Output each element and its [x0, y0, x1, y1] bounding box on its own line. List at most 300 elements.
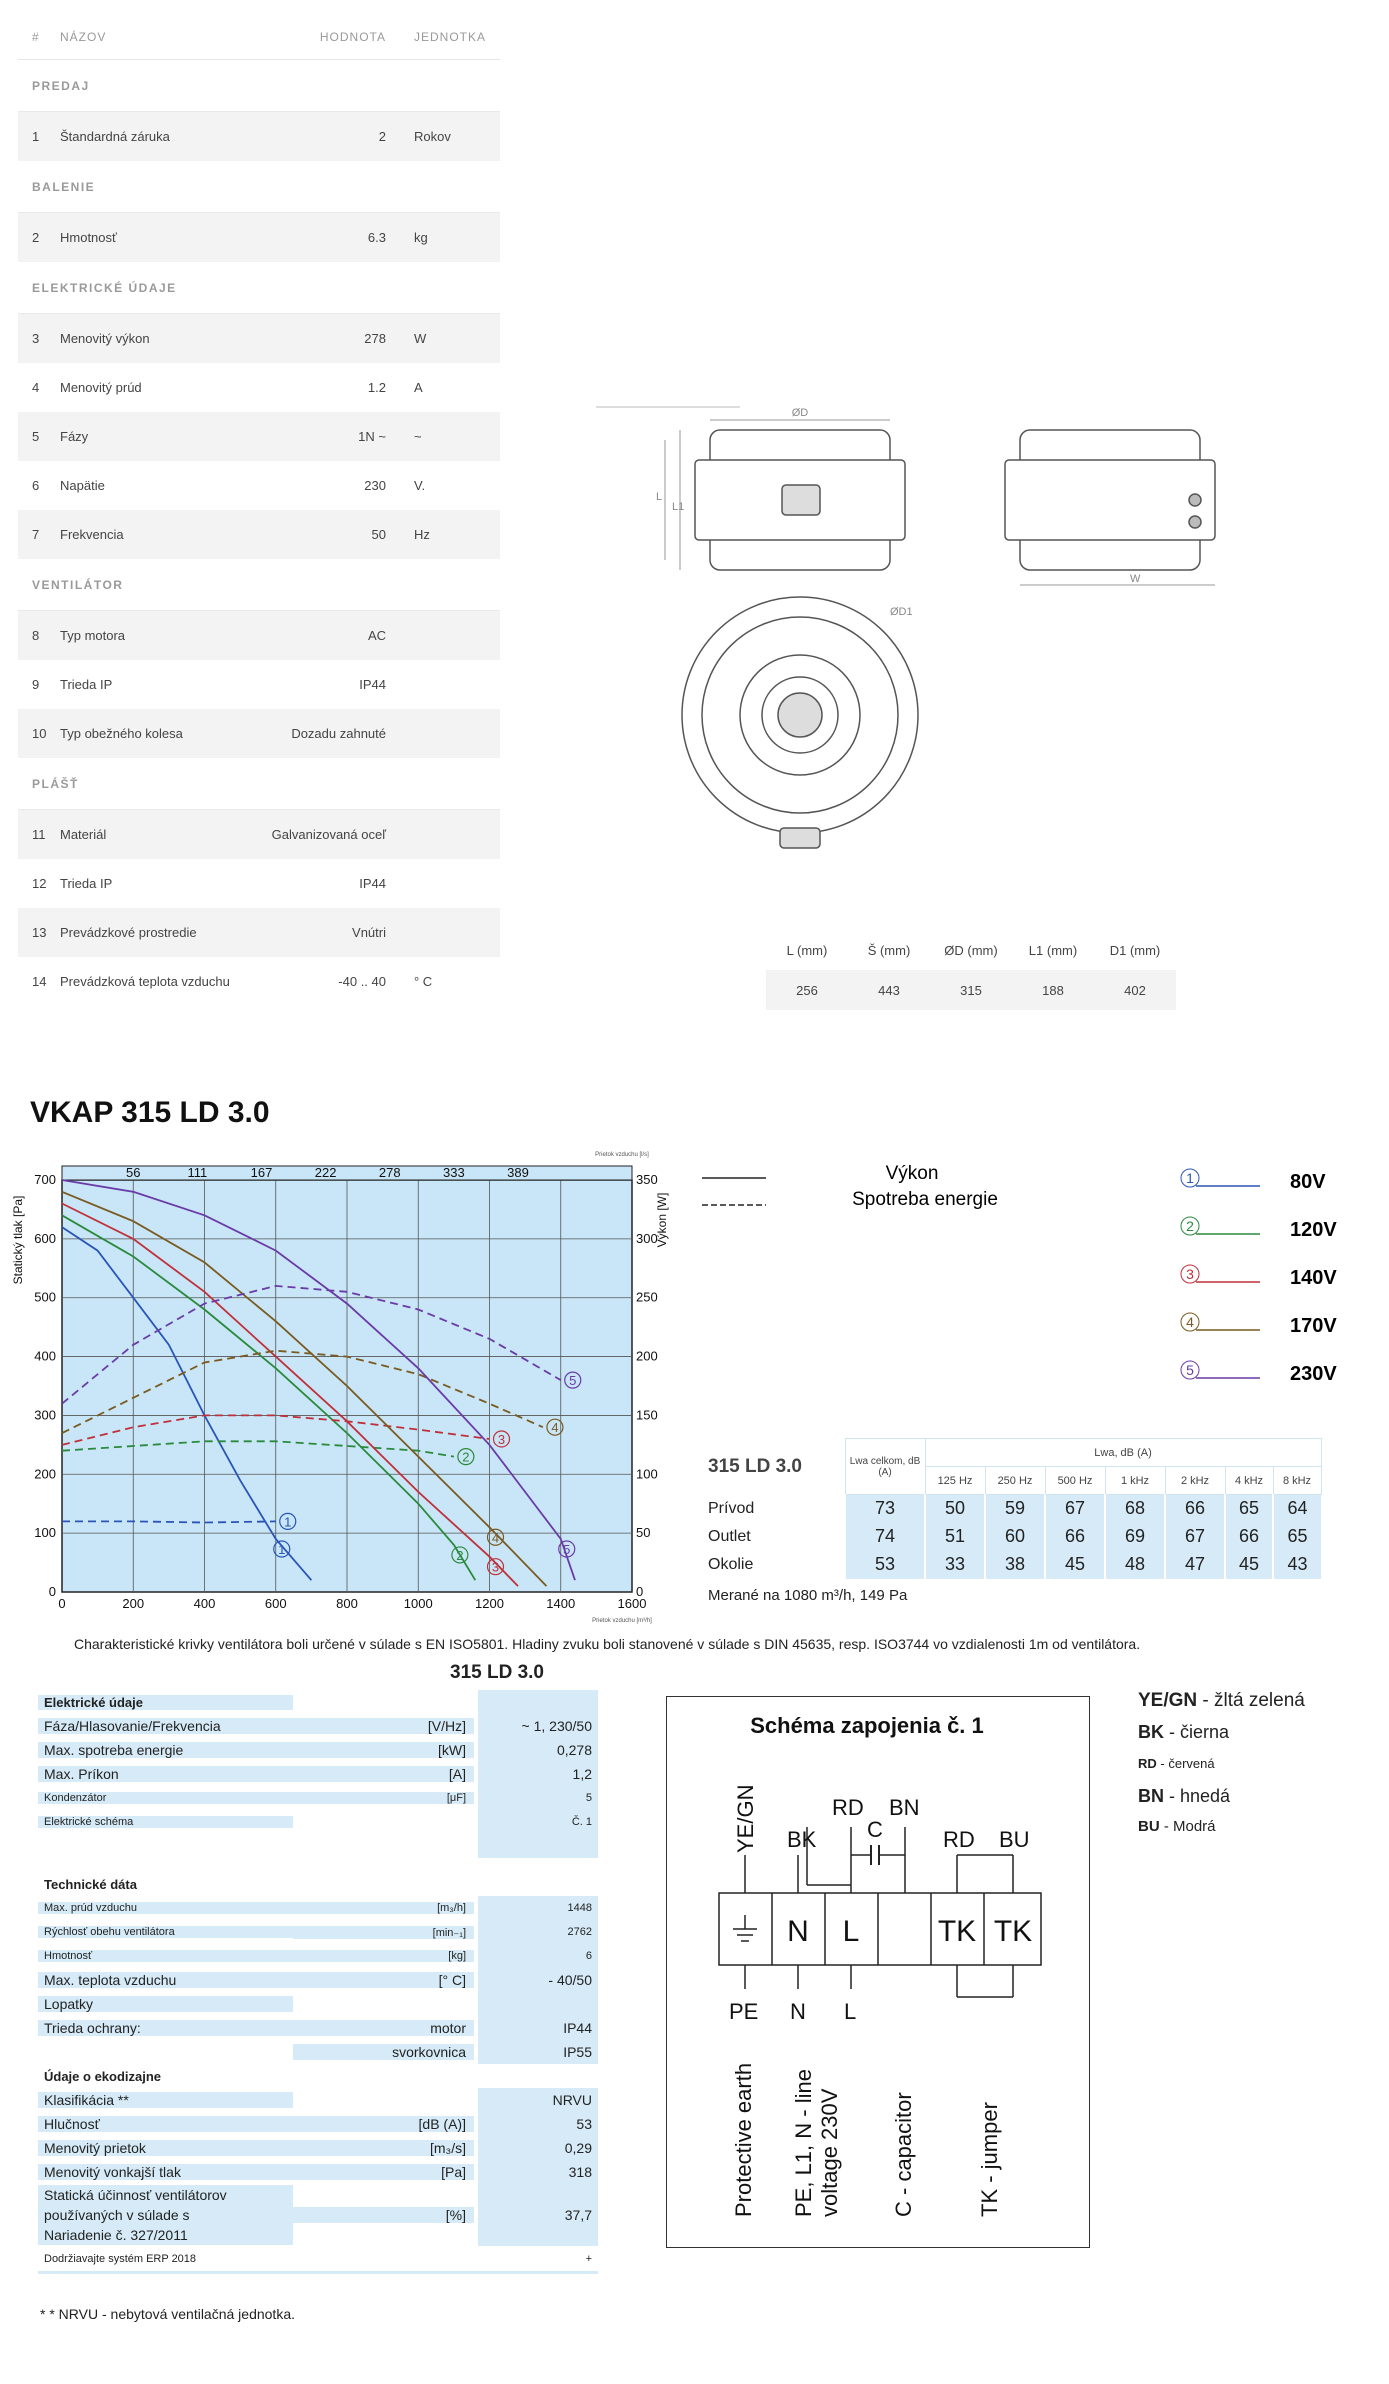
- tech-name: používaných v súlade s: [44, 2207, 190, 2223]
- row-name: Prevádzková teplota vzduchu: [60, 974, 230, 989]
- chart-caption: Charakteristické krivky ventilátora boli určené v súlade s EN ISO5801. Hladiny zvuku boli stanovené v súlade s DIN 45635, resp. ISO3744 vo vzdialenosti 1m od ventilátora.: [74, 1636, 1141, 1652]
- tech-name: Nariadenie č. 327/2011: [44, 2227, 188, 2243]
- noise-row: [700, 1495, 1321, 1523]
- row-name: Menovitý prúd: [60, 380, 142, 395]
- color-code: RD: [1138, 1756, 1157, 1771]
- series-marker-label: 1: [284, 1514, 292, 1530]
- wire-label: RD: [832, 1795, 864, 1820]
- noise-cell: 67: [1045, 1495, 1105, 1523]
- y2-tick-label: 50: [636, 1525, 651, 1541]
- noise-band: 500 Hz: [1045, 1467, 1105, 1495]
- row-unit: ° C: [414, 974, 433, 989]
- noise-cell: 43: [1273, 1551, 1321, 1579]
- tech-value: Č. 1: [474, 1810, 598, 1834]
- y-tick-label: 600: [34, 1230, 56, 1246]
- tech-name: Kondenzátor: [38, 1792, 293, 1804]
- noise-band: 250 Hz: [985, 1467, 1045, 1495]
- table-row: [18, 213, 500, 262]
- wire-label: PE: [729, 1999, 759, 2024]
- footnote: * * NRVU - nebytová ventilačná jednotka.: [40, 2306, 295, 2322]
- tech-name: Max. teplota vzduchu: [38, 1972, 293, 1988]
- tech-value: 2762: [474, 1920, 598, 1944]
- row-no: 6: [32, 478, 40, 493]
- series-marker-label: 5: [563, 1542, 571, 1558]
- legend-voltage: 120V: [1290, 1219, 1337, 1241]
- note-text: Protective earth: [731, 2062, 756, 2217]
- row-name: Trieda IP: [60, 677, 113, 692]
- tech-row: [38, 2184, 598, 2246]
- table-row: [18, 510, 500, 559]
- col-no: #: [32, 29, 40, 44]
- noise-band: 4 kHz: [1225, 1467, 1273, 1495]
- chart-legend: [700, 1150, 1360, 1390]
- row-no: 10: [32, 726, 47, 741]
- table-row: [18, 112, 500, 161]
- tech-value: IP55: [474, 2040, 598, 2064]
- table-row: [18, 709, 500, 758]
- tech-name: Fáza/Hlasovanie/Frekvencia: [38, 1718, 293, 1734]
- tech-name: Max. Príkon: [38, 1766, 293, 1782]
- row-value: 1.2: [367, 380, 386, 395]
- color-desc: - Modrá: [1159, 1818, 1216, 1835]
- row-value: 50: [371, 527, 386, 542]
- tech-section-title: Elektrické údaje: [38, 1695, 293, 1710]
- wire-label: BN: [889, 1795, 920, 1820]
- tech-row: [38, 1896, 598, 1920]
- dims-value: 315: [960, 982, 982, 998]
- row-no: 1: [32, 129, 40, 144]
- row-name: Trieda IP: [60, 876, 113, 891]
- fan-title: VKAP 315 LD 3.0: [30, 1096, 270, 1129]
- dims-header: D1 (mm): [1109, 942, 1161, 958]
- y2-tick-label: 300: [636, 1230, 658, 1246]
- noise-cell: 68: [1105, 1495, 1165, 1523]
- tech-name: Menovitý prietok: [38, 2140, 293, 2156]
- tech-unit: [min₋₁]: [293, 1926, 474, 1939]
- row-value: -40 .. 40: [338, 974, 386, 989]
- tech-unit: svorkovnica: [293, 2044, 474, 2060]
- y2-axis-label: Výkon [W]: [655, 1192, 669, 1248]
- row-name: Materiál: [60, 827, 107, 842]
- tech-name: Elektrické schéma: [38, 1816, 293, 1828]
- row-no: 8: [32, 628, 40, 643]
- legend-marker-label: 3: [1186, 1266, 1194, 1282]
- noise-cell: 65: [1273, 1523, 1321, 1551]
- tech-name: Rýchlosť obehu ventilátora: [38, 1926, 293, 1938]
- tech-name: Max. prúd vzduchu: [38, 1902, 293, 1914]
- tech-section: [38, 2064, 598, 2088]
- table-row: [18, 314, 500, 363]
- tech-row: [38, 1968, 598, 1992]
- tech-section-title: Technické dáta: [44, 1876, 137, 1892]
- tech-unit: [μF]: [293, 1792, 474, 1804]
- legend-voltage: 170V: [1290, 1315, 1337, 1337]
- x-top-tick-label: 389: [507, 1165, 529, 1180]
- table-row: [18, 461, 500, 510]
- row-name: Typ obežného kolesa: [60, 726, 183, 741]
- tech-value: NRVU: [474, 2088, 598, 2112]
- tech-value: 318: [474, 2160, 598, 2184]
- top-axis-band: [62, 1166, 632, 1180]
- tech-value: 1448: [474, 1896, 598, 1920]
- series-marker-label: 2: [462, 1449, 470, 1465]
- color-desc: - čierna: [1164, 1722, 1230, 1742]
- row-unit: A: [414, 380, 423, 395]
- series-marker-label: 4: [491, 1530, 500, 1546]
- dims-header-row: [766, 930, 1176, 970]
- dims-header: Š (mm): [867, 942, 911, 958]
- tech-unit: [A]: [293, 1766, 474, 1782]
- noise-cell: 50: [925, 1495, 985, 1523]
- row-no: 4: [32, 380, 40, 395]
- table-row: [18, 363, 500, 412]
- tech-value: 53: [474, 2112, 598, 2136]
- spec-section: PREDAJ: [18, 60, 500, 112]
- y-tick-label: 400: [34, 1348, 56, 1364]
- label-od: ØD: [791, 407, 809, 419]
- label-l: L: [656, 491, 663, 503]
- tech-value: 6: [474, 1944, 598, 1968]
- tech-table: [38, 1662, 598, 2274]
- noise-cell: 48: [1105, 1551, 1165, 1579]
- x-tick-label: 400: [193, 1596, 216, 1611]
- tech-section: [38, 1690, 598, 1714]
- legend-voltage: 80V: [1290, 1171, 1326, 1193]
- tech-name: Dodržiavajte systém ERP 2018: [44, 2252, 197, 2265]
- y2-tick-label: 100: [636, 1466, 658, 1482]
- terminal: TK: [937, 1915, 977, 1948]
- noise-band: 8 kHz: [1273, 1467, 1321, 1495]
- table-row: [18, 859, 500, 908]
- wiring-title: Schéma zapojenia č. 1: [750, 1713, 984, 1738]
- tech-name: Menovitý vonkajší tlak: [38, 2164, 293, 2180]
- tech-value: [474, 1992, 598, 2016]
- row-no: 9: [32, 677, 40, 692]
- tech-row: [38, 1762, 598, 1786]
- terminal: TK: [993, 1915, 1033, 1948]
- noise-cell: 64: [1273, 1495, 1321, 1523]
- dims-value: 443: [878, 982, 900, 998]
- row-value: 1N ~: [358, 429, 386, 444]
- y-tick-label: 200: [34, 1466, 56, 1482]
- row-unit: Hz: [414, 527, 430, 542]
- x-top-tick-label: 333: [443, 1165, 465, 1180]
- row-name: Typ motora: [60, 628, 126, 643]
- tech-unit: [%]: [293, 2207, 474, 2223]
- noise-cell: 59: [985, 1495, 1045, 1523]
- tech-name: Klasifikácia **: [38, 2092, 293, 2108]
- tech-row: [38, 2040, 598, 2064]
- row-unit: kg: [414, 230, 428, 245]
- note-text: C - capacitor: [891, 2092, 916, 2217]
- tech-row: [38, 1920, 598, 1944]
- spec-section: PLÁŠŤ: [18, 758, 500, 810]
- table-row: [18, 957, 500, 1006]
- color-code: BU: [1138, 1818, 1160, 1835]
- noise-cell: 69: [1105, 1523, 1165, 1551]
- noise-model: 315 LD 3.0: [700, 1439, 845, 1495]
- x-tick-label: 1000: [403, 1596, 433, 1611]
- row-no: 3: [32, 331, 40, 346]
- tech-unit: [m₃/s]: [293, 2140, 474, 2156]
- row-value: 278: [364, 331, 386, 346]
- x-top-axis-label: Prietok vzduchu [l/s]: [595, 1152, 649, 1158]
- color-legend: [1138, 1690, 1305, 1848]
- tech-name: Hmotnosť: [38, 1950, 293, 1962]
- row-unit: ~: [414, 429, 422, 444]
- spec-section: ELEKTRICKÉ ÚDAJE: [18, 262, 500, 314]
- dims-value-row: [766, 970, 1176, 1010]
- color-code: YE/GN: [1138, 1690, 1198, 1711]
- tech-row: [38, 2112, 598, 2136]
- tech-row: [38, 1992, 598, 2016]
- dims-header: L (mm): [786, 942, 828, 958]
- tech-value: 0,278: [474, 1738, 598, 1762]
- color-desc: - hnedá: [1164, 1786, 1231, 1806]
- table-row: [18, 611, 500, 660]
- row-value: Dozadu zahnuté: [291, 726, 386, 741]
- row-no: 2: [32, 230, 40, 245]
- row-value: 2: [378, 129, 386, 144]
- row-name: Hmotnosť: [60, 230, 117, 245]
- dims-value: 256: [796, 982, 818, 998]
- tech-name: Max. spotreba energie: [38, 1742, 293, 1758]
- x-tick-label: 200: [122, 1596, 145, 1611]
- tech-value: 1,2: [474, 1762, 598, 1786]
- tech-row: [38, 2246, 598, 2274]
- row-no: 13: [32, 925, 47, 940]
- wire-label: L: [844, 1999, 857, 2024]
- row-unit: V.: [414, 478, 426, 493]
- round-view: [682, 597, 918, 848]
- side-view: [1005, 430, 1215, 585]
- tech-row: [38, 1944, 598, 1968]
- noise-cell: 66: [1225, 1523, 1273, 1551]
- col-value: HODNOTA: [319, 29, 386, 44]
- wire-label: C: [867, 1817, 883, 1842]
- tech-unit: [Pa]: [293, 2164, 474, 2180]
- spec-section: VENTILÁTOR: [18, 559, 500, 611]
- tech-section: [38, 1872, 598, 1896]
- table-row: [18, 412, 500, 461]
- front-view: [665, 420, 905, 570]
- row-unit: Rokov: [414, 129, 451, 144]
- y2-tick-label: 200: [636, 1348, 658, 1364]
- terminal: L: [842, 1915, 860, 1948]
- row-name: Fázy: [60, 429, 89, 444]
- series-marker-label: 3: [497, 1431, 506, 1447]
- noise-band: 2 kHz: [1165, 1467, 1225, 1495]
- series-marker-label: 5: [569, 1373, 577, 1389]
- tech-value: +: [585, 2252, 592, 2265]
- tech-unit: [° C]: [293, 1972, 474, 1988]
- noise-cell: 53: [845, 1551, 925, 1579]
- x-tick-label: 800: [336, 1596, 358, 1611]
- row-no: 14: [32, 974, 47, 989]
- wire-label: YE/GN: [733, 1784, 758, 1853]
- tech-name: Trieda ochrany:: [38, 2020, 293, 2036]
- note-text: TK - jumper: [977, 2102, 1002, 2217]
- legend-voltage: 140V: [1290, 1267, 1337, 1289]
- noise-cell: 66: [1165, 1495, 1225, 1523]
- row-value: Galvanizovaná oceľ: [271, 827, 386, 842]
- label-w: W: [1130, 573, 1141, 585]
- row-name: Frekvencia: [60, 527, 124, 542]
- tech-value: 5: [474, 1786, 598, 1810]
- label-d1: ØD1: [890, 606, 913, 618]
- row-unit: W: [414, 331, 427, 346]
- tech-unit: [m₃/h]: [293, 1902, 474, 1914]
- tech-value: - 40/50: [474, 1968, 598, 1992]
- y-axis-label: Statický tlak [Pa]: [11, 1195, 25, 1285]
- tech-name: Hlučnosť: [38, 2116, 293, 2132]
- row-value: IP44: [359, 677, 386, 692]
- noise-cell: 60: [985, 1523, 1045, 1551]
- noise-row: [700, 1551, 1321, 1579]
- performance-chart: [11, 1140, 674, 1630]
- tech-value: IP44: [474, 2016, 598, 2040]
- wiring-diagram: [666, 1696, 1090, 2248]
- terminal: N: [787, 1915, 809, 1948]
- dims-value: 402: [1124, 982, 1146, 998]
- tech-row: [38, 2136, 598, 2160]
- row-no: 7: [32, 527, 40, 542]
- spec-section: BALENIE: [18, 161, 500, 213]
- x-tick-label: 0: [58, 1596, 66, 1611]
- wire-label: BU: [999, 1827, 1030, 1852]
- series-marker-label: 2: [456, 1547, 464, 1563]
- table-row: [18, 908, 500, 957]
- product-drawing: [590, 400, 1290, 860]
- wire-label: RD: [943, 1827, 975, 1852]
- y-tick-label: 700: [34, 1172, 56, 1187]
- dims-value: 188: [1042, 982, 1064, 998]
- noise-cell: 67: [1165, 1523, 1225, 1551]
- color-desc: - červená: [1156, 1756, 1215, 1771]
- tech-model: 315 LD 3.0: [450, 1662, 544, 1683]
- col-unit: JEDNOTKA: [414, 29, 487, 44]
- x-tick-label: 600: [264, 1596, 287, 1611]
- row-value: 6.3: [367, 230, 386, 245]
- row-name: Prevádzkové prostredie: [60, 925, 197, 940]
- y2-tick-label: 150: [636, 1407, 658, 1423]
- noise-cell: 47: [1165, 1551, 1225, 1579]
- tech-row: [38, 1786, 598, 1810]
- y2-tick-label: 250: [636, 1289, 658, 1305]
- y-tick-label: 0: [48, 1584, 56, 1599]
- noise-cell: 73: [845, 1495, 925, 1523]
- noise-row: [700, 1523, 1321, 1551]
- row-name: Štandardná záruka: [60, 129, 170, 144]
- row-value: IP44: [359, 876, 386, 891]
- tech-row: [38, 1714, 598, 1738]
- tech-row: [38, 2088, 598, 2112]
- x-top-tick-label: 56: [126, 1165, 141, 1180]
- table-row: [18, 660, 500, 709]
- dims-header: L1 (mm): [1028, 942, 1078, 958]
- tech-unit: [V/Hz]: [293, 1718, 474, 1734]
- noise-cell: 38: [985, 1551, 1045, 1579]
- row-name: Napätie: [60, 478, 105, 493]
- x-tick-label: 1200: [475, 1596, 504, 1611]
- noise-lwa: Lwa, dB (A): [925, 1439, 1321, 1467]
- row-value: AC: [367, 628, 386, 643]
- noise-cell: 33: [925, 1551, 985, 1579]
- legend-voltage: 230V: [1290, 1363, 1337, 1385]
- y-tick-label: 300: [34, 1407, 56, 1423]
- note-text: voltage 230V: [817, 2088, 842, 2217]
- series-marker-label: 4: [551, 1420, 559, 1436]
- row-no: 12: [32, 876, 47, 891]
- x-top-tick-label: 222: [314, 1165, 337, 1180]
- row-no: 5: [32, 429, 40, 444]
- noise-cell: 74: [845, 1523, 925, 1551]
- x-axis-label: Prietok vzduchu [m³/h]: [592, 1618, 652, 1624]
- tech-unit: motor: [293, 2020, 474, 2036]
- noise-header-row: [700, 1439, 1321, 1467]
- wire-label: BK: [787, 1827, 817, 1852]
- tech-name: Statická účinnosť ventilátorov: [44, 2187, 227, 2203]
- y-tick-label: 500: [34, 1289, 56, 1305]
- tech-unit: [dB (A)]: [293, 2116, 474, 2132]
- x-top-tick-label: 167: [250, 1165, 273, 1180]
- tech-unit: [kg]: [293, 1950, 474, 1962]
- tech-row: [38, 1810, 598, 1834]
- legend-marker-label: 5: [1186, 1362, 1194, 1378]
- tech-value: 37,7: [474, 2184, 598, 2246]
- legend-energy: Spotreba energie: [852, 1189, 998, 1210]
- noise-lwa-total: Lwa celkom, dB (A): [845, 1439, 925, 1495]
- legend-marker-label: 1: [1186, 1170, 1194, 1186]
- tech-row: [38, 2016, 598, 2040]
- noise-cell: 45: [1225, 1551, 1273, 1579]
- row-value: Vnútri: [352, 925, 386, 940]
- y2-tick-label: 350: [636, 1172, 658, 1187]
- noise-row-label: Okolie: [700, 1551, 845, 1579]
- table-row: [18, 810, 500, 859]
- note-text: PE, L1, N - line: [791, 2069, 816, 2217]
- y-tick-label: 100: [34, 1525, 56, 1541]
- y2-tick-label: 0: [636, 1584, 644, 1599]
- color-code: BN: [1138, 1786, 1164, 1806]
- col-name: NÁZOV: [60, 29, 107, 44]
- row-value: 230: [364, 478, 386, 493]
- series-marker-label: 1: [278, 1542, 286, 1558]
- legend-power: Výkon: [885, 1163, 939, 1184]
- color-desc: - žltá zelená: [1197, 1690, 1305, 1711]
- x-top-tick-label: 278: [378, 1165, 401, 1180]
- x-tick-label: 1600: [617, 1596, 647, 1611]
- legend-marker-label: 2: [1186, 1218, 1194, 1234]
- x-tick-label: 1400: [546, 1596, 576, 1611]
- wire-label: N: [790, 1999, 806, 2024]
- label-l1: L1: [672, 501, 685, 513]
- noise-cell: 51: [925, 1523, 985, 1551]
- tech-name: Lopatky: [38, 1996, 293, 2012]
- noise-measured: Merané na 1080 m³/h, 149 Pa: [708, 1586, 908, 1604]
- dims-header: ØD (mm): [944, 942, 998, 958]
- legend-marker-label: 4: [1186, 1314, 1194, 1330]
- noise-cell: 66: [1045, 1523, 1105, 1551]
- noise-table: [700, 1438, 1340, 1604]
- noise-cell: 65: [1225, 1495, 1273, 1523]
- noise-cell: 45: [1045, 1551, 1105, 1579]
- noise-band: 1 kHz: [1105, 1467, 1165, 1495]
- color-code: BK: [1138, 1722, 1164, 1742]
- series-marker-label: 3: [491, 1559, 500, 1575]
- tech-value: ~ 1, 230/50: [474, 1714, 598, 1738]
- tech-unit: [kW]: [293, 1742, 474, 1758]
